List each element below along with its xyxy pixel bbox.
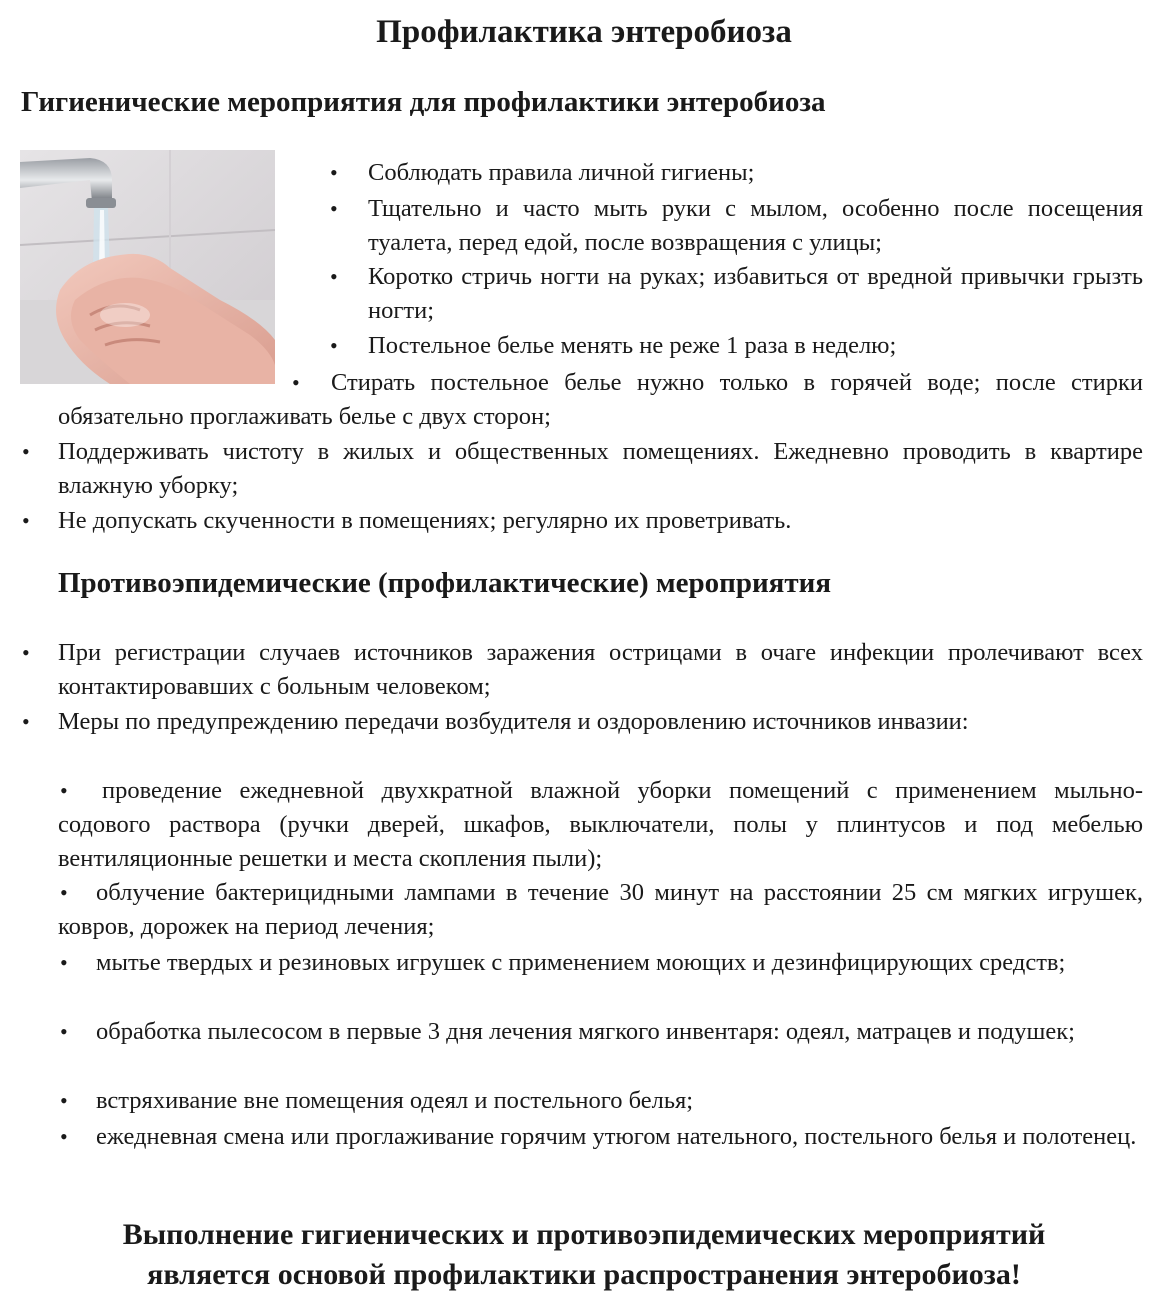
sub-list-item	[58, 876, 1143, 944]
bullet: •	[60, 778, 68, 803]
list-item	[22, 435, 1143, 503]
sub-list-item	[58, 1015, 1143, 1049]
bullet: •	[330, 333, 338, 358]
bullet: •	[22, 439, 30, 464]
bullet: •	[330, 160, 338, 185]
list-item-text: Постельное белье менять не реже 1 раза в неделю;	[368, 332, 897, 359]
sub-list-item-text: встряхивание вне помещения одеял и постельного белья;	[96, 1087, 694, 1114]
list-item-text: Тщательно и часто мыть руки с мылом, особенно после посещения туалета, перед едой, после возвращения с улицы;	[368, 195, 1143, 256]
sub-list-item-text: облучение бактерицидными лампами в течение 30 минут на расстоянии 25 см мягких игрушек, ковров, дорожек на период лечения;	[58, 879, 1143, 940]
sub-list-item-text: ежедневная смена или проглаживание горячим утюгом нательного, постельного белья и полотенец.	[96, 1123, 1137, 1150]
list-item-text: Соблюдать правила личной гигиены;	[368, 159, 755, 186]
bullet: •	[330, 196, 338, 221]
bullet: •	[22, 640, 30, 665]
list-item	[330, 260, 1143, 328]
list-item	[58, 366, 1143, 434]
list-item-text: Не допускать скученности в помещениях; регулярно их проветривать.	[58, 507, 792, 534]
bullet: •	[22, 709, 30, 734]
bullet: •	[330, 264, 338, 289]
list-item-text: Стирать постельное белье нужно только в горячей воде; после стирки обязательно проглаживать белье с двух сторон;	[58, 369, 1143, 430]
list-item	[330, 156, 1143, 190]
sub-list-item	[58, 1084, 1143, 1118]
page-title: Профилактика энтеробиоза	[376, 14, 792, 50]
bullet: •	[22, 508, 30, 533]
sub-list-item-text: мытье твердых и резиновых игрушек с применением моющих и дезинфицирующих средств;	[96, 949, 1066, 976]
list-item-text: При регистрации случаев источников заражения острицами в очаге инфекции пролечивают всех контактировавших с больным человеком;	[58, 639, 1143, 700]
list-item-text: Поддерживать чистоту в жилых и общественных помещениях. Ежедневно проводить в квартире влажную уборку;	[58, 438, 1143, 499]
section-title-hygiene: Гигиенические мероприятия для профилактики энтеробиоза	[21, 86, 826, 118]
conclusion-line-1: Выполнение гигиенических и противоэпидемических мероприятий	[122, 1218, 1046, 1251]
bullet: •	[292, 370, 300, 395]
bullet: •	[60, 950, 68, 975]
handwashing-photo	[20, 150, 275, 384]
bullet: •	[60, 1019, 68, 1044]
sub-list-item-text: проведение ежедневной двухкратной влажной уборки помещений с применением мыльно-содового раствора (ручки дверей, шкафов, выключатели, полы у плинтусов и под мебелью вентиляционные решетки и места скопления пыли);	[58, 777, 1143, 872]
sub-list-item	[58, 1120, 1143, 1154]
list-item	[330, 192, 1143, 260]
sub-list-item	[58, 774, 1143, 876]
sub-list-item-text: обработка пылесосом в первые 3 дня лечения мягкого инвентаря: одеял, матрацев и подушек;	[96, 1018, 1075, 1045]
section-title-anti-epidemic: Противоэпидемические (профилактические) мероприятия	[58, 567, 832, 599]
list-item-text: Меры по предупреждению передачи возбудителя и оздоровлению источников инвазии:	[58, 708, 969, 735]
sub-list-item	[58, 946, 1143, 980]
bullet: •	[60, 880, 68, 905]
conclusion-line-2: является основой профилактики распространения энтеробиоза!	[147, 1258, 1021, 1291]
list-item	[330, 329, 1143, 363]
list-item	[22, 636, 1143, 704]
list-item-text: Коротко стричь ногти на руках; избавиться от вредной привычки грызть ногти;	[368, 263, 1143, 324]
bullet: •	[60, 1124, 68, 1149]
bullet: •	[60, 1088, 68, 1113]
list-item	[22, 504, 1143, 538]
list-item	[22, 705, 1143, 739]
